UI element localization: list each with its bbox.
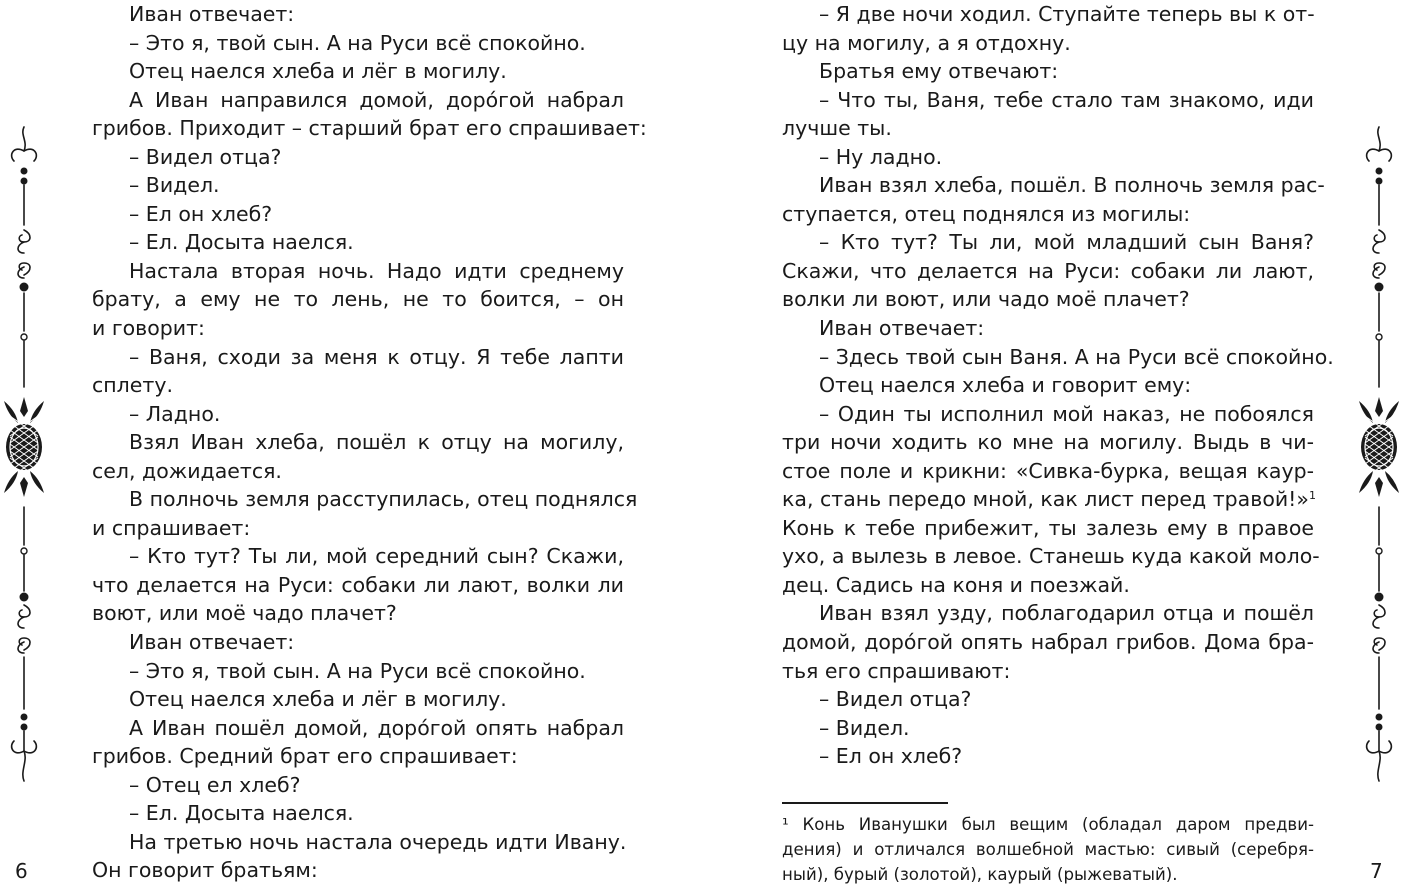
text-line: Иван отвечает:: [129, 2, 295, 26]
text-line: тья его спрашивают:: [782, 658, 1011, 683]
text-line: Братья ему отвечают:: [819, 59, 1059, 84]
right-page: [700, 0, 1409, 888]
text-line: – Видел отца?: [819, 687, 972, 712]
text-line: – Ваня, сходи за меня к отцу. Я тебе лапти: [129, 344, 624, 369]
text-line: – Видел.: [129, 173, 220, 198]
text-line: Конь к тебе прибежит, ты залезь ему в правое: [782, 515, 1314, 540]
text-line: Отец наелся хлеба и говорит ему:: [819, 373, 1192, 398]
text-line: и спрашивает:: [92, 515, 251, 540]
text-line: Иван взял хлеба, пошёл. В полночь земля рас-: [819, 173, 1325, 198]
text-line: На третью ночь настала очередь идти Ивану.: [129, 829, 627, 854]
text-line: грибов. Средний брат его спрашивает:: [92, 744, 518, 769]
right-page-text: [782, 0, 1334, 771]
page-number-right: 7: [1370, 859, 1383, 883]
text-line: – Кто тут? Ты ли, мой младший сын Ваня?: [819, 230, 1314, 255]
text-line: ¹ Конь Иванушки был вещим (обладал даром предви-: [782, 815, 1314, 834]
footnote-marker: 1: [1308, 489, 1316, 503]
text-line: – Один ты исполнил мой наказ, не побоялся: [819, 401, 1314, 426]
text-line: А Иван направился домой, доро́гой набрал: [129, 87, 624, 112]
text-line: домой, доро́гой опять набрал грибов. Дома бра-: [782, 630, 1314, 655]
text-line: сел, дожидается.: [92, 458, 282, 483]
text-line: – Отец ел хлеб?: [129, 772, 301, 797]
text-line: воют, или моё чадо плачет?: [92, 601, 397, 626]
text-line: что делается на Руси: собаки ли лают, волки ли: [92, 572, 624, 597]
text-line: Настала вторая ночь. Надо идти среднему: [129, 258, 624, 283]
text-line: – Ну ладно.: [819, 144, 943, 169]
text-line: лучше ты.: [782, 116, 892, 141]
text-line: брату, а ему не то лень, не то боится, – он: [92, 287, 624, 312]
text-line: Отец наелся хлеба и лёг в могилу.: [129, 687, 507, 712]
text-line: грибов. Приходит – старший брат его спрашивает:: [92, 116, 647, 141]
text-line: дец. Садись на коня и поезжай.: [782, 572, 1130, 597]
text-line: Скажи, что делается на Руси: собаки ли лают,: [782, 258, 1314, 283]
text-line: ка, стань передо мной, как лист перед травой!»$^1$: [782, 487, 1316, 512]
vine-ornament-icon: [1357, 125, 1401, 785]
text-line: три ночи ходить ко мне на могилу. Выдь в чи-: [782, 430, 1314, 455]
text-line: – Кто тут? Ты ли, мой середний сын? Скажи,: [129, 544, 624, 569]
text-line: ступается, отец поднялся из могилы:: [782, 201, 1191, 226]
text-line: ухо, а вылезь в левое. Станешь куда какой моло-: [782, 544, 1320, 569]
text-line: – Видел отца?: [129, 144, 282, 169]
text-line: Он говорит братьям:: [92, 858, 318, 883]
text-line: сплету.: [92, 373, 173, 398]
text-line: – Ел. Досыта наелся.: [129, 801, 354, 826]
text-line: Иван взял узду, поблагодарил отца и пошёл: [819, 601, 1314, 626]
footnote: [782, 812, 1314, 888]
text-line: – Ладно.: [129, 401, 221, 426]
text-line: – Это я, твой сын. А на Руси всё спокойно.: [129, 658, 586, 683]
text-line: – Ел. Досыта наелся.: [129, 230, 354, 255]
text-line: – Что ты, Ваня, тебе стало там знакомо, иди: [819, 87, 1314, 112]
text-line: Иван отвечает:: [819, 316, 985, 341]
text-line: В полночь земля расступилась, отец поднялся: [129, 487, 638, 512]
text-line: Взял Иван хлеба, пошёл к отцу на могилу,: [129, 430, 624, 455]
text-line: Иван отвечает:: [129, 630, 295, 655]
left-page-text: [92, 0, 647, 885]
text-line: цу на могилу, а я отдохну.: [782, 30, 1071, 55]
text-line: – Видел.: [819, 715, 910, 740]
text-line: стое поле и крикни: «Сивка-бурка, вещая каур-: [782, 458, 1314, 483]
text-line: – Здесь твой сын Ваня. А на Руси всё спокойно.: [819, 344, 1334, 369]
text-line: волки ли воют, или чадо моё плачет?: [782, 287, 1190, 312]
left-page: [0, 0, 700, 888]
text-line: – Ел он хлеб?: [819, 744, 963, 769]
text-line: – Это я, твой сын. А на Руси всё спокойно.: [129, 30, 586, 55]
text-line: дения) и отличался волшебной мастью: сивый (серебря-: [782, 840, 1314, 860]
text-line: и говорит:: [92, 316, 205, 341]
vine-ornament-icon: [2, 125, 46, 785]
text-line: – Ел он хлеб?: [129, 201, 273, 226]
text-line: Отец наелся хлеба и лёг в могилу.: [129, 59, 507, 84]
text-line: А Иван пошёл домой, доро́гой опять набрал: [129, 715, 624, 740]
text-line: – Я две ночи ходил. Ступайте теперь вы к от-: [819, 2, 1315, 26]
footnote-divider: [782, 802, 948, 804]
text-line: ный), бурый (золотой), каурый (рыжеватый).: [782, 865, 1178, 885]
page-number-left: 6: [15, 859, 28, 883]
